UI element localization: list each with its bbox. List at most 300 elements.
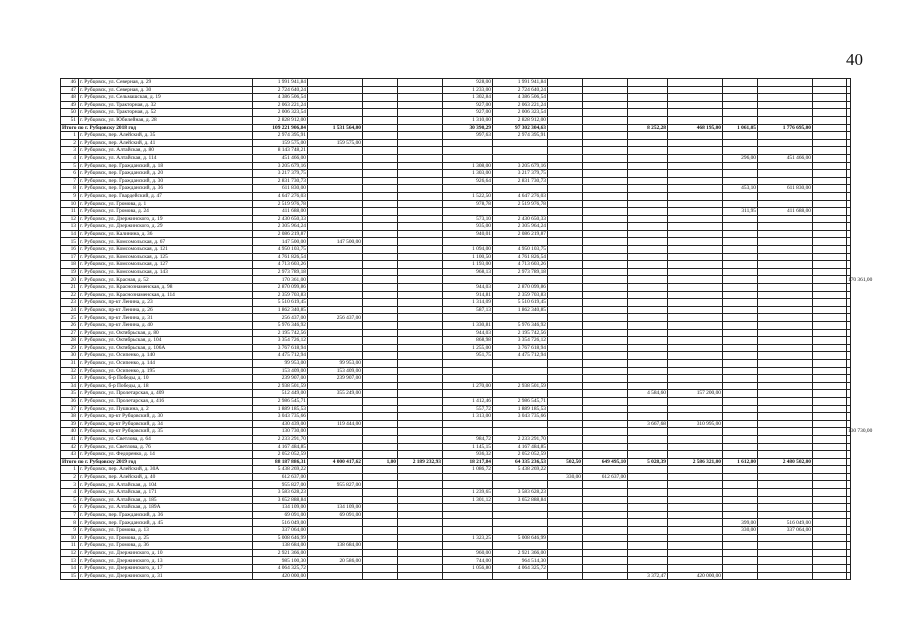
- value-cell: [548, 413, 583, 421]
- value-cell: [668, 359, 723, 367]
- value-cell: [363, 200, 398, 208]
- value-cell: 951,75: [443, 352, 493, 360]
- value-cell: [398, 435, 443, 443]
- value-cell: [668, 246, 723, 254]
- value-cell: [847, 565, 851, 573]
- value-cell: [583, 79, 628, 87]
- table-row: [61, 284, 851, 292]
- value-cell: 330,00: [548, 473, 583, 481]
- value-cell: [363, 352, 398, 360]
- table-row: [61, 519, 851, 527]
- row-number: 2: [61, 139, 79, 147]
- value-cell: [548, 511, 583, 519]
- value-cell: 1 056,80: [443, 565, 493, 573]
- value-cell: [628, 481, 668, 489]
- value-cell: [583, 367, 628, 375]
- value-cell: [363, 192, 398, 200]
- value-cell: 914,81: [443, 291, 493, 299]
- value-cell: 2 586 321,00: [668, 458, 723, 466]
- value-cell: [398, 572, 443, 580]
- value-cell: 1 862 340,85: [493, 306, 548, 314]
- value-cell: 411 688,00: [758, 208, 813, 216]
- row-number: 31: [61, 359, 79, 367]
- value-cell: [758, 443, 813, 451]
- row-number: 22: [61, 291, 79, 299]
- value-cell: [363, 223, 398, 231]
- value-cell: [813, 170, 847, 178]
- value-cell: 134 109,00: [308, 504, 363, 512]
- value-cell: [668, 466, 723, 474]
- address-cell: г. Рубцовск, ул. Пролетарская, д. 409: [79, 390, 253, 398]
- table-row: [61, 549, 851, 557]
- value-cell: [847, 94, 851, 102]
- value-cell: [813, 413, 847, 421]
- value-cell: [628, 496, 668, 504]
- value-cell: [813, 511, 847, 519]
- value-cell: [583, 162, 628, 170]
- value-cell: [723, 162, 758, 170]
- value-cell: [308, 200, 363, 208]
- value-cell: [398, 238, 443, 246]
- value-cell: [723, 215, 758, 223]
- value-cell: [813, 481, 847, 489]
- table-row: [61, 79, 851, 87]
- value-cell: 4 167 484,85: [253, 443, 308, 451]
- address-cell: г. Рубцовск, пр-кт Ленина, д. 26: [79, 306, 253, 314]
- value-cell: [583, 223, 628, 231]
- table-row: [61, 116, 851, 124]
- value-cell: [308, 246, 363, 254]
- row-number: 3: [61, 481, 79, 489]
- value-cell: [548, 572, 583, 580]
- value-cell: [443, 481, 493, 489]
- value-cell: [583, 405, 628, 413]
- address-cell: г. Рубцовск, ул. Комсомольская, д. 67: [79, 238, 253, 246]
- value-cell: [443, 367, 493, 375]
- table-row: [61, 511, 851, 519]
- value-cell: [548, 261, 583, 269]
- value-cell: [668, 405, 723, 413]
- value-cell: [758, 139, 813, 147]
- value-cell: [628, 504, 668, 512]
- value-cell: [308, 534, 363, 542]
- value-cell: [583, 420, 628, 428]
- value-cell: 964 514,30: [493, 557, 548, 565]
- value-cell: [398, 215, 443, 223]
- row-number: 10: [61, 200, 79, 208]
- value-cell: [548, 390, 583, 398]
- value-cell: 239 907,00: [308, 375, 363, 383]
- value-cell: 1 862 340,85: [253, 306, 308, 314]
- value-cell: [398, 284, 443, 292]
- value-cell: [723, 200, 758, 208]
- value-cell: [847, 572, 851, 580]
- row-number: 49: [61, 101, 79, 109]
- value-cell: [398, 337, 443, 345]
- value-cell: [668, 215, 723, 223]
- value-cell: [628, 101, 668, 109]
- value-cell: [583, 253, 628, 261]
- table-row: [61, 405, 851, 413]
- table-row: [61, 268, 851, 276]
- value-cell: 1 889 185,53: [253, 405, 308, 413]
- value-cell: [723, 132, 758, 140]
- value-cell: [583, 246, 628, 254]
- value-cell: 2 831 730,73: [493, 177, 548, 185]
- value-cell: 2 828 912,00: [253, 116, 308, 124]
- table-row: [61, 420, 851, 428]
- value-cell: [668, 367, 723, 375]
- value-cell: [628, 86, 668, 94]
- value-cell: [398, 109, 443, 117]
- value-cell: 256 437,00: [308, 314, 363, 322]
- value-cell: [398, 473, 443, 481]
- value-cell: [583, 291, 628, 299]
- value-cell: [758, 238, 813, 246]
- value-cell: [668, 291, 723, 299]
- value-cell: [548, 162, 583, 170]
- value-cell: [548, 435, 583, 443]
- value-cell: [847, 162, 851, 170]
- value-cell: 978,78: [443, 200, 493, 208]
- value-cell: [813, 375, 847, 383]
- value-cell: 97 302 304,63: [493, 124, 548, 132]
- value-cell: [308, 177, 363, 185]
- value-cell: [628, 291, 668, 299]
- table-row: [61, 367, 851, 375]
- value-cell: [308, 329, 363, 337]
- value-cell: [723, 268, 758, 276]
- value-cell: [813, 86, 847, 94]
- value-cell: 968,13: [443, 268, 493, 276]
- address-cell: г. Рубцовск, пр-кт Рубцовский, д. 35: [79, 428, 253, 436]
- value-cell: [398, 557, 443, 565]
- value-cell: 18 217,84: [443, 458, 493, 466]
- value-cell: [668, 344, 723, 352]
- value-cell: [548, 246, 583, 254]
- total-label: Итого по г. Рубцовску 2018 год: [61, 124, 253, 132]
- value-cell: [847, 139, 851, 147]
- value-cell: 944,03: [443, 329, 493, 337]
- value-cell: [668, 101, 723, 109]
- address-cell: г. Рубцовск, ул. Громова, д. 13: [79, 527, 253, 535]
- repair-register-table: [60, 78, 873, 580]
- row-number: 10: [61, 534, 79, 542]
- value-cell: [723, 306, 758, 314]
- value-cell: [443, 208, 493, 216]
- value-cell: 940,01: [443, 230, 493, 238]
- value-cell: [668, 94, 723, 102]
- value-cell: [723, 375, 758, 383]
- value-cell: 2 063 221,24: [253, 101, 308, 109]
- table-row: [61, 101, 851, 109]
- value-cell: [398, 79, 443, 87]
- value-cell: 3 652 888,84: [493, 496, 548, 504]
- value-cell: [628, 177, 668, 185]
- value-cell: [628, 435, 668, 443]
- value-cell: [668, 375, 723, 383]
- value-cell: 256 437,00: [253, 314, 308, 322]
- value-cell: 430 439,00: [253, 420, 308, 428]
- address-cell: г. Рубцовск, пер. Гражданский, д. 18: [79, 162, 253, 170]
- value-cell: [398, 261, 443, 269]
- value-cell: [398, 162, 443, 170]
- value-cell: [723, 314, 758, 322]
- value-cell: [628, 230, 668, 238]
- value-cell: [398, 466, 443, 474]
- value-cell: 2 195 742,56: [253, 329, 308, 337]
- value-cell: [813, 435, 847, 443]
- value-cell: [628, 162, 668, 170]
- row-number: 6: [61, 504, 79, 512]
- value-cell: [723, 329, 758, 337]
- value-cell: [363, 329, 398, 337]
- table-row: [61, 132, 851, 140]
- value-cell: [308, 215, 363, 223]
- value-cell: [398, 299, 443, 307]
- value-cell: [583, 496, 628, 504]
- value-cell: [398, 177, 443, 185]
- value-cell: [363, 215, 398, 223]
- address-cell: г. Рубцовск, пер. Гражданский, д. 36: [79, 511, 253, 519]
- value-cell: 1 991 941,84: [493, 79, 548, 87]
- value-cell: 512 449,00: [253, 390, 308, 398]
- value-cell: [363, 473, 398, 481]
- value-cell: [758, 451, 813, 459]
- value-cell: 337 064,00: [253, 527, 308, 535]
- table-row: [61, 322, 851, 330]
- value-cell: [668, 162, 723, 170]
- value-cell: 587,13: [443, 306, 493, 314]
- table-row: [61, 382, 851, 390]
- value-cell: [583, 230, 628, 238]
- value-cell: [758, 420, 813, 428]
- value-cell: 2 921 366,00: [253, 549, 308, 557]
- value-cell: [548, 101, 583, 109]
- value-cell: [308, 109, 363, 117]
- value-cell: [583, 435, 628, 443]
- value-cell: [628, 466, 668, 474]
- value-cell: 157 200,00: [668, 390, 723, 398]
- value-cell: [847, 549, 851, 557]
- value-cell: [723, 397, 758, 405]
- value-cell: [548, 382, 583, 390]
- value-cell: 1 061,05: [723, 124, 758, 132]
- value-cell: [398, 329, 443, 337]
- row-number: 4: [61, 154, 79, 162]
- value-cell: [398, 352, 443, 360]
- address-cell: г. Рубцовск, пер. Гражданский, д. 20: [79, 170, 253, 178]
- value-cell: 2 974 395,91: [253, 132, 308, 140]
- value-cell: [668, 511, 723, 519]
- table-row: [61, 276, 851, 284]
- value-cell: 4 713 603,26: [253, 261, 308, 269]
- value-cell: [628, 147, 668, 155]
- value-cell: [628, 223, 668, 231]
- value-cell: [758, 86, 813, 94]
- value-cell: 147 500,00: [308, 238, 363, 246]
- row-number: 35: [61, 390, 79, 398]
- table-row: [61, 177, 851, 185]
- value-cell: [758, 132, 813, 140]
- value-cell: [548, 109, 583, 117]
- value-cell: 2 870 099,86: [493, 284, 548, 292]
- value-cell: [758, 337, 813, 345]
- value-cell: 1 991 941,84: [253, 79, 308, 87]
- address-cell: г. Рубцовск, ул. Громова, д. 36: [79, 542, 253, 550]
- value-cell: 5 976 346,92: [493, 322, 548, 330]
- value-cell: [813, 223, 847, 231]
- row-number: 13: [61, 557, 79, 565]
- value-cell: [308, 170, 363, 178]
- value-cell: 2 195 742,56: [493, 329, 548, 337]
- value-cell: [813, 390, 847, 398]
- value-cell: [628, 382, 668, 390]
- value-cell: [363, 489, 398, 497]
- value-cell: [443, 542, 493, 550]
- value-cell: [668, 397, 723, 405]
- value-cell: 330,00: [723, 527, 758, 535]
- value-cell: [758, 428, 813, 436]
- value-cell: [847, 208, 851, 216]
- value-cell: 2 519 976,78: [493, 200, 548, 208]
- value-cell: 1 255,00: [443, 344, 493, 352]
- value-cell: [548, 223, 583, 231]
- value-cell: 5 008 646,99: [493, 534, 548, 542]
- value-cell: 310 995,00: [668, 420, 723, 428]
- value-cell: [628, 116, 668, 124]
- value-cell: [813, 124, 847, 132]
- value-cell: [668, 534, 723, 542]
- address-cell: г. Рубцовск, ул. Алтайская, д. 114: [79, 154, 253, 162]
- value-cell: 2 921 366,00: [493, 549, 548, 557]
- row-number: 37: [61, 405, 79, 413]
- value-cell: [813, 352, 847, 360]
- value-cell: 2 006 323,54: [493, 109, 548, 117]
- value-cell: [813, 557, 847, 565]
- value-cell: [363, 322, 398, 330]
- value-cell: [628, 276, 668, 284]
- value-cell: [668, 86, 723, 94]
- value-cell: 1 323,25: [443, 534, 493, 542]
- value-cell: [758, 101, 813, 109]
- table-row: [61, 435, 851, 443]
- row-number: 18: [61, 261, 79, 269]
- address-cell: г. Рубцовск, ул. Северная, д. 29: [79, 79, 253, 87]
- value-cell: 955 827,00: [253, 481, 308, 489]
- value-cell: [628, 200, 668, 208]
- value-cell: [813, 253, 847, 261]
- value-cell: [628, 299, 668, 307]
- value-cell: [758, 413, 813, 421]
- value-cell: [548, 268, 583, 276]
- value-cell: [583, 542, 628, 550]
- row-number: 34: [61, 382, 79, 390]
- value-cell: [628, 170, 668, 178]
- value-cell: [628, 208, 668, 216]
- value-cell: [723, 405, 758, 413]
- value-cell: [583, 215, 628, 223]
- value-cell: [308, 192, 363, 200]
- value-cell: 2 052 052,59: [493, 451, 548, 459]
- value-cell: [548, 147, 583, 155]
- value-cell: 4 761 826,54: [493, 253, 548, 261]
- value-cell: [363, 572, 398, 580]
- value-cell: 4 386 506,54: [253, 94, 308, 102]
- row-number: 33: [61, 375, 79, 383]
- value-cell: [493, 359, 548, 367]
- value-cell: [548, 306, 583, 314]
- value-cell: [668, 382, 723, 390]
- value-cell: [308, 101, 363, 109]
- row-number: 27: [61, 329, 79, 337]
- value-cell: 2 828 912,00: [493, 116, 548, 124]
- value-cell: [847, 170, 851, 178]
- value-cell: [668, 253, 723, 261]
- value-cell: [308, 565, 363, 573]
- value-cell: 1 301,12: [443, 496, 493, 504]
- value-cell: 153 409,00: [308, 367, 363, 375]
- value-cell: [363, 557, 398, 565]
- value-cell: [847, 390, 851, 398]
- value-cell: [758, 116, 813, 124]
- value-cell: [628, 261, 668, 269]
- table-row: [61, 344, 851, 352]
- address-cell: г. Рубцовск, пер. Гражданский, д. 36: [79, 185, 253, 193]
- value-cell: [813, 109, 847, 117]
- value-cell: [723, 390, 758, 398]
- value-cell: [723, 473, 758, 481]
- value-cell: [723, 94, 758, 102]
- value-cell: [583, 200, 628, 208]
- value-cell: [548, 428, 583, 436]
- value-cell: [363, 253, 398, 261]
- value-cell: [363, 109, 398, 117]
- value-cell: [308, 572, 363, 580]
- value-cell: [363, 86, 398, 94]
- value-cell: [847, 435, 851, 443]
- value-cell: [583, 443, 628, 451]
- value-cell: [308, 496, 363, 504]
- value-cell: [847, 223, 851, 231]
- row-number: 21: [61, 284, 79, 292]
- value-cell: [363, 306, 398, 314]
- value-cell: [668, 337, 723, 345]
- value-cell: [758, 344, 813, 352]
- value-cell: [668, 352, 723, 360]
- table-row: [61, 154, 851, 162]
- value-cell: [847, 496, 851, 504]
- value-cell: [847, 299, 851, 307]
- value-cell: [363, 154, 398, 162]
- value-cell: 927,00: [443, 109, 493, 117]
- row-number: 12: [61, 215, 79, 223]
- address-cell: г. Рубцовск, пр-кт Ленина, д. 23: [79, 299, 253, 307]
- value-cell: [493, 314, 548, 322]
- value-cell: [668, 542, 723, 550]
- value-cell: [308, 154, 363, 162]
- value-cell: [583, 527, 628, 535]
- value-cell: [847, 101, 851, 109]
- value-cell: 4 064 325,72: [253, 565, 308, 573]
- value-cell: [308, 466, 363, 474]
- value-cell: [847, 147, 851, 155]
- value-cell: 3 372,47: [628, 572, 668, 580]
- value-cell: [308, 337, 363, 345]
- value-cell: [308, 261, 363, 269]
- value-cell: [443, 511, 493, 519]
- value-cell: [583, 139, 628, 147]
